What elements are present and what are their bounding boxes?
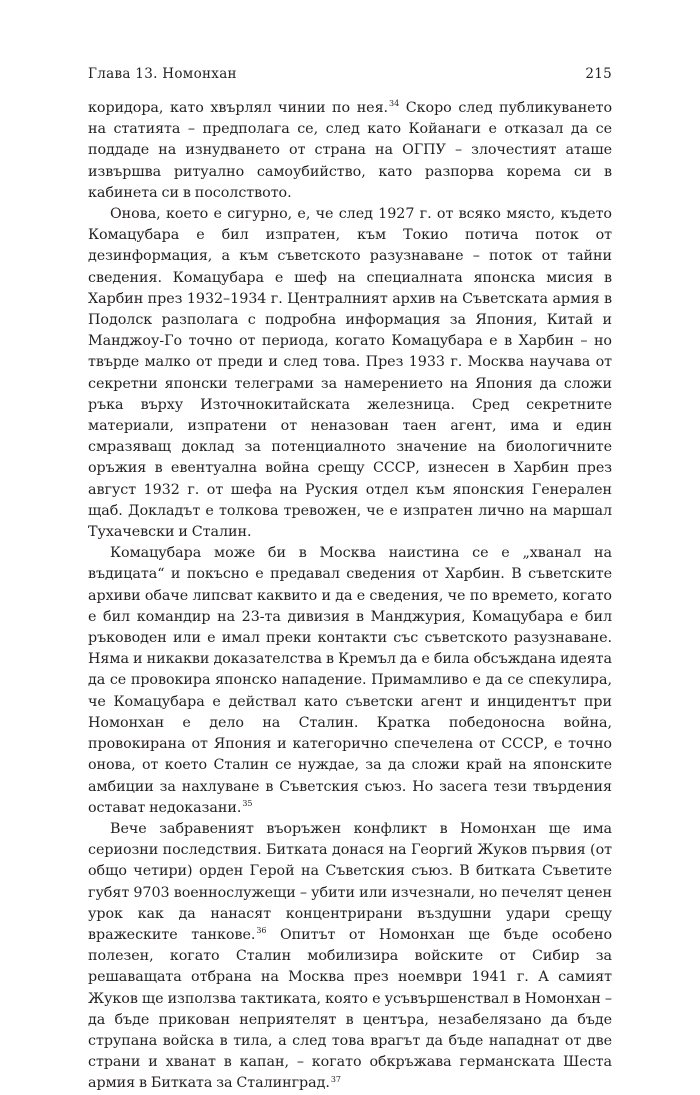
paragraph-text: коридора, като хвърлял чинии по нея. bbox=[88, 100, 389, 116]
running-head bbox=[88, 66, 612, 82]
page-number: 215 bbox=[585, 66, 612, 82]
paragraph bbox=[88, 98, 612, 204]
paragraph-text: Вече забравеният въоръжен конфликт в Номонхан ще има сериозни последствия. Битката донася на Георгий Жуков първия (от общо четири) орден Герой на Съветския съюз. В битката Съветите губят 9703 военнослужещи – убити или изчезнали, но печелят ценен урок как да нанасят концентрирани въздушни удари срещу вражеските танкове. bbox=[88, 820, 612, 943]
paragraph bbox=[88, 543, 612, 819]
paragraph-text: Опитът от Номонхан ще бъде особено полезен, когато Сталин мобилизира войските от Сибир за решаващата отбрана на Москва през ноември 1941 г. А самият Жуков ще използва тактиката, която е усъвършенствал в Номонхан – да бъде прикован неприятелят в центъра, незабелязано да бъде струпана войска в тила, а след това врагът да бъде нападнат от две страни и хванат в капан, – когато обкръжава германската Шеста армия в Битката за Сталинград. bbox=[88, 926, 612, 1092]
footnote-marker: 34 bbox=[389, 99, 400, 109]
paragraph-text: Скоро след публикуването на статията – предполага се, след като Койанаги е отказал да се поддаде на изнудването от страна на ОГПУ – злочестият аташе извършва ритуално самоубийство, като разпорва корема си в кабинета си в посолството. bbox=[88, 100, 612, 201]
paragraph bbox=[88, 819, 612, 1095]
footnote-marker: 36 bbox=[256, 926, 267, 936]
footnote-marker: 35 bbox=[242, 798, 253, 808]
paragraph bbox=[88, 204, 612, 543]
paragraph-text: Онова, което е сигурно, е, че след 1927 г. от всяко място, където Комацубара е бил изпратен, към Токио потича поток от дезинформация, а към съветското разузнаване – поток от тайни сведения. Комацубара е шеф на специалната японска мисия в Харбин през 1932–1934 г. Централният архив на Съветската армия в Подолск разполага с подробна информация за Япония, Китай и Манджоу-Го точно от периода, когато Комацубара е в Харбин – но твърде малко от преди и след това. През 1933 г. Москва научава от секретни японски телеграми за намерението на Япония да сложи ръка върху Източнокитайската железница. Сред секретните материали, изпратени от неназован таен агент, има и един смразяващ доклад за потенциалното значение на биологичните оръжия в евентуална война срещу СССР, изнесен в Харбин през август 1932 г. от шефа на Руския отдел към японския Генерален щаб. Докладът е толкова тревожен, че е изпратен лично на маршал Тухачевски и Сталин. bbox=[88, 206, 612, 541]
chapter-title: Глава 13. Номонхан bbox=[88, 66, 237, 82]
paragraph-text: Комацубара може би в Москва наистина се е „хванал на въдицата“ и покъсно е предавал сведения от Харбин. В съветските архиви обаче липсват каквито и да е сведения, че по времето, когато е бил командир на 23-та дивизия в Манджурия, Комацубара е бил ръководен или е имал преки контакти със съветското разузнаване. Няма и никакви доказателства в Кремъл да е била обсъждана идеята да се провокира японско нападение. Примамливо е да се спекулира, че Комацубара е действал като съветски агент и инцидентът при Номонхан е дело на Сталин. Кратка победоносна война, провокирана от Япония и категорично спечелена от СССР, е точно онова, от което Сталин се нуждае, за да сложи край на японските амбиции за нахлуване в Съветския съюз. Но засега тези твърдения остават недоказани. bbox=[88, 545, 612, 816]
body-text bbox=[88, 98, 612, 1095]
footnote-marker: 37 bbox=[330, 1074, 341, 1084]
